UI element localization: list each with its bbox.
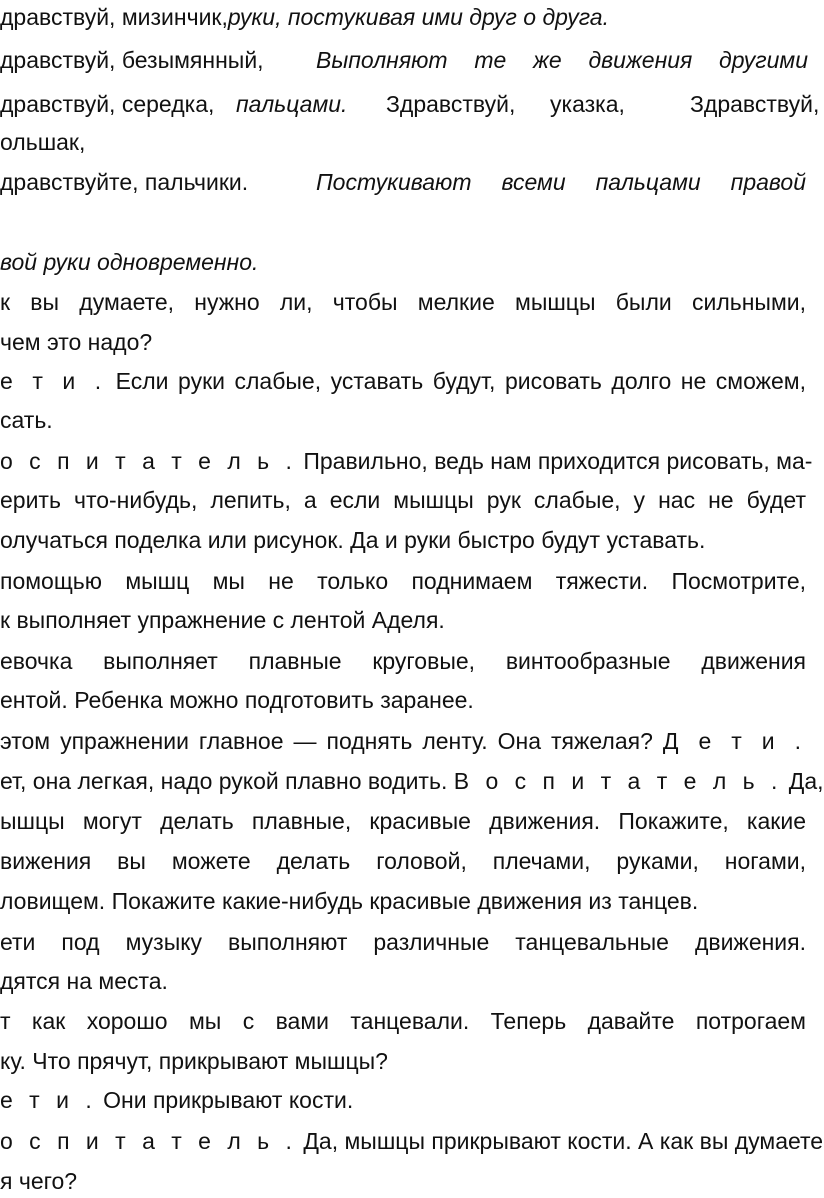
text-line xyxy=(0,167,806,197)
text-line xyxy=(0,366,806,396)
text-segment: евочка выполняет плавные круговые, винтообразные движения xyxy=(0,648,806,674)
text-line xyxy=(0,327,806,357)
text-segment: Они прикрывают кости. xyxy=(96,1087,354,1113)
text-segment: вижения вы можете делать головой, плечами, руками, ногами, xyxy=(0,848,806,874)
speaker-label: о с п и т а т е л ь . xyxy=(0,448,297,474)
text-line xyxy=(0,806,806,836)
text-line xyxy=(0,45,806,75)
text-segment: дравствуй, безымянный, xyxy=(0,47,264,73)
text-segment: Да, xyxy=(782,768,824,794)
text-line xyxy=(0,287,806,317)
text-segment: к вы думаете, нужно ли, чтобы мелкие мышцы были сильными, xyxy=(0,289,806,315)
italic-segment: вой руки одновременно. xyxy=(0,249,259,275)
text-line xyxy=(0,846,806,876)
text-line xyxy=(0,446,813,476)
text-segment: ку. Что прячут, прикрывают мышцы? xyxy=(0,1048,388,1074)
text-line xyxy=(0,127,806,157)
text-line xyxy=(0,1046,806,1076)
text-line xyxy=(0,1126,824,1156)
text-line xyxy=(0,525,806,555)
text-segment: указка, xyxy=(550,91,625,117)
italic-segment: Выполняют те же движения другими xyxy=(316,47,808,73)
text-segment: ентой. Ребенка можно подготовить заранее. xyxy=(0,687,474,713)
text-segment: ети под музыку выполняют различные танцевальные движения. xyxy=(0,929,806,955)
text-segment: ет, она легкая, надо рукой плавно водить. xyxy=(0,768,454,794)
text-segment: ышцы могут делать плавные, красивые движения. Покажите, какие xyxy=(0,808,806,834)
text-line xyxy=(0,766,824,796)
text-line xyxy=(0,646,806,676)
text-segment: к выполняет упражнение с лентой Аделя. xyxy=(0,607,445,633)
text-segment: олучаться поделка или рисунок. Да и руки быстро будут уставать. xyxy=(0,527,706,553)
text-line xyxy=(0,1166,806,1196)
text-line xyxy=(0,966,806,996)
text-line xyxy=(0,927,806,957)
text-segment: Здравствуй, xyxy=(386,91,516,117)
speaker-label: В о с п и т а т е л ь . xyxy=(453,768,783,794)
text-segment: сать. xyxy=(0,407,53,433)
text-segment: т как хорошо мы с вами танцевали. Теперь давайте потрогаем xyxy=(0,1008,806,1034)
text-segment: чем это надо? xyxy=(0,329,153,355)
text-line xyxy=(0,89,820,119)
text-segment: Правильно, ведь нам приходится рисовать, ма- xyxy=(296,448,813,474)
text-line xyxy=(0,685,806,715)
speaker-label: е т и . xyxy=(0,368,107,394)
text-line xyxy=(0,1085,806,1115)
text-segment: ловищем. Покажите какие-нибудь красивые движения из танцев. xyxy=(0,888,699,914)
text-line xyxy=(0,1006,806,1036)
text-line xyxy=(0,886,806,916)
speaker-label: Д е т и . xyxy=(662,728,806,754)
text-line xyxy=(0,405,806,435)
text-segment: ерить что-нибудь, лепить, а если мышцы рук слабые, у нас не будет xyxy=(0,487,806,513)
text-line xyxy=(0,726,806,756)
text-line xyxy=(0,2,806,32)
text-line xyxy=(0,247,806,277)
text-line xyxy=(0,566,806,596)
text-segment: дравствуй, мизинчик, xyxy=(0,4,228,30)
italic-segment: Постукивают всеми пальцами правой xyxy=(316,169,806,195)
text-segment: Да, мышцы прикрывают кости. А как вы думаете xyxy=(296,1128,824,1154)
italic-segment: руки, постукивая ими друг о друга. xyxy=(227,4,609,30)
speaker-label: о с п и т а т е л ь . xyxy=(0,1128,297,1154)
text-segment: этом упражнении главное — поднять ленту. Она тяжелая? xyxy=(0,728,663,754)
text-segment: дятся на места. xyxy=(0,968,168,994)
speaker-label: е т и . xyxy=(0,1087,97,1113)
text-segment: дравствуй, середка, xyxy=(0,91,215,117)
text-segment: я чего? xyxy=(0,1168,78,1194)
text-segment: дравствуйте, пальчики. xyxy=(0,169,249,195)
text-segment: Здравствуй, xyxy=(690,91,820,117)
text-segment: Если руки слабые, уставать будут, рисовать долго не сможем, xyxy=(106,368,806,394)
text-segment: ольшак, xyxy=(0,129,86,155)
italic-segment: пальцами. xyxy=(236,91,348,117)
text-line xyxy=(0,485,806,515)
text-line xyxy=(0,605,806,635)
text-segment: помощью мышц мы не только поднимаем тяжести. Посмотрите, xyxy=(0,568,806,594)
